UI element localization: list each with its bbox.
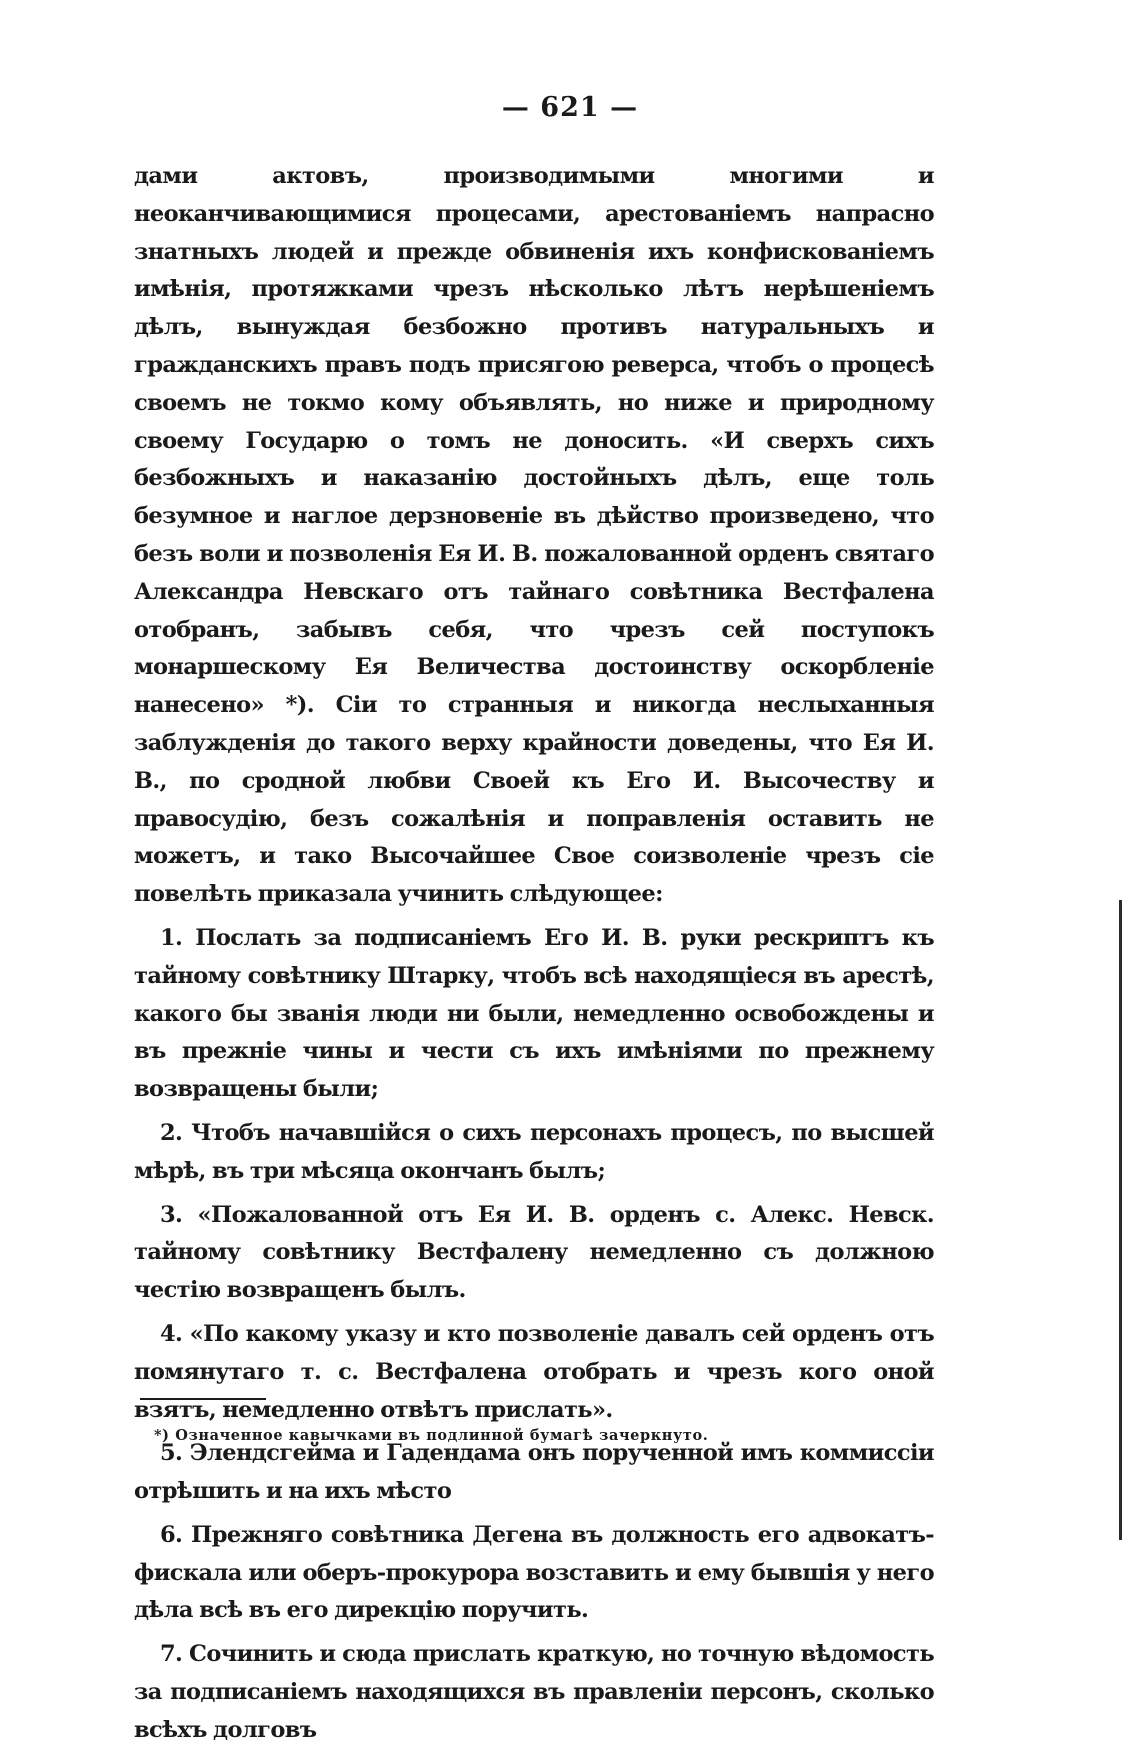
list-item-6: 6. Прежняго совѣтника Дегена въ должность его адвокатъ-фискала или оберъ-прокурора возставить и ему бывшія у него дѣла всѣ въ его дирекцію поручить.: [134, 1521, 934, 1624]
footnote-divider: [140, 1398, 266, 1400]
list-item-2: 2. Чтобъ начавшійся о сихъ персонахъ процесъ, по высшей мѣрѣ, въ три мѣсяца окончанъ былъ;: [134, 1119, 934, 1184]
list-item-1: 1. Послать за подписаніемъ Его И. В. руки рескриптъ къ тайному совѣтнику Штарку, чтобъ всѣ находящіеся въ арестѣ, какого бы званія люди ни были, немедленно освобождены и въ прежніе чины и чести съ ихъ имѣніями по прежнему возвращены были;: [134, 924, 934, 1103]
list-item-7: 7. Сочинить и сюда прислать краткую, но точную вѣдомость за подписаніемъ находящихся въ правленіи персонъ, сколько всѣхъ долговъ: [134, 1641, 934, 1743]
intro-paragraph: дами актовъ, производимыми многими и неоканчивающимися процесами, арестованіемъ напрасно знатныхъ людей и прежде обвиненія ихъ конфискованіемъ имѣнія, протяжками чрезъ нѣсколько лѣтъ нерѣшеніемъ дѣлъ, вынуждая безбожно противъ натуральныхъ и гражданскихъ правъ подъ присягою реверса, чтобъ о процесѣ своемъ не токмо кому объявлять, но ниже и природному своему Государю о томъ не доносить. «И сверхъ сихъ безбожныхъ и наказанію достойныхъ дѣлъ, еще толь безумное и наглое дерзновеніе въ дѣйство произведено, что безъ воли и позволенія Ея И. В. пожалованной орденъ святаго Александра Невскаго отъ тайнаго совѣтника Вестфалена отобранъ, забывъ себя, что чрезъ сей поступокъ монаршескому Ея Величества достоинству оскорбленіе нанесено» *). Сіи то странныя и никогда неслыханныя заблужденія до такого верху крайности доведены, что Ея И. В., по сродной любви Своей къ Его И. Высочеству и правосудію, безъ сожалѣнія и поправленія оставить не можетъ, и тако Высочайшее Свое соизволеніе чрезъ сіе повелѣть приказала учинить слѣдующее:: [134, 163, 934, 908]
page-number: — 621 —: [501, 92, 639, 123]
main-text: [134, 158, 934, 1750]
list-item-4: 4. «По какому указу и кто позволеніе давалъ сей орденъ отъ помянутаго т. с. Вестфалена отобрать и чрезъ кого оной взятъ, немедленно отвѣтъ прислать».: [134, 1320, 934, 1423]
list-item-5: 5. Элендсгейма и Гадендама онъ порученной имъ коммиссіи отрѣшить и на ихъ мѣсто: [134, 1440, 934, 1505]
scan-edge-mark: [1119, 900, 1122, 1540]
footnote: *) Означенное кавычками въ подлинной бумагѣ зачеркнуто.: [154, 1427, 709, 1444]
list-item-3: 3. «Пожалованной отъ Ея И. В. орденъ с. Алекс. Невск. тайному совѣтнику Вестфалену немедленно съ должною честію возвращенъ былъ.: [134, 1201, 934, 1304]
